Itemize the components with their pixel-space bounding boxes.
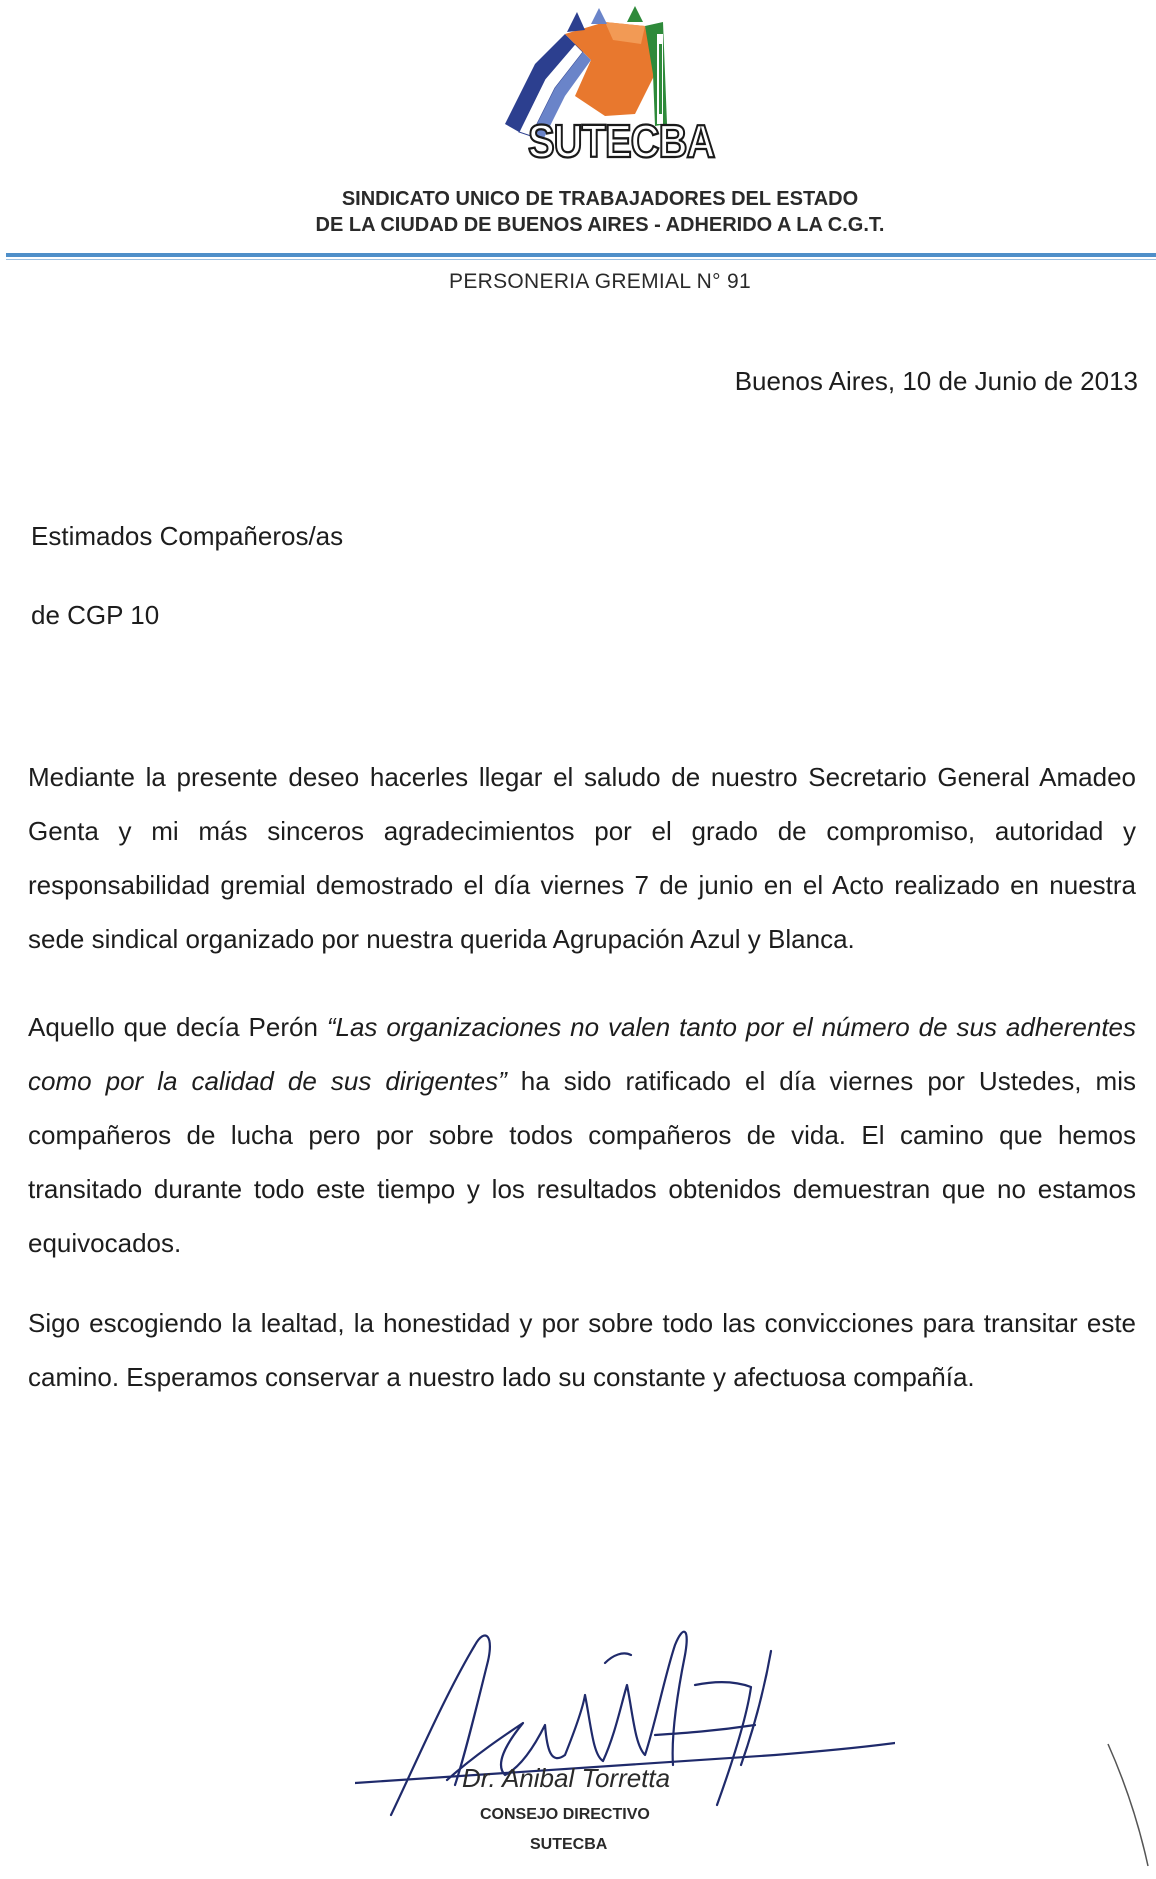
signer-name: Dr. Anibal Torretta [462,1763,671,1793]
logo-wordmark: SUTECBA [528,116,715,168]
paragraph-1: Mediante la presente deseo hacerles llegar el saludo de nuestro Secretario General Amadeo Genta y mi más sinceros agradecimientos por el grado de compromiso, autoridad y responsabilidad gremial demostrado el día viernes 7 de junio en el Acto realizado en nuestra sede sindical organizado por nuestra querida Agrupación Azul y Blanca. [28,762,1136,954]
header-rule-thin [6,259,1156,260]
registration-number: PERSONERIA GREMIAL N° 91 [449,270,751,293]
paragraph-2-rest: ha sido ratificado el día viernes por Ustedes, mis compañeros de lucha pero por sobre todos compañeros de vida. El camino que hemos transitado durante todo este tiempo y los resultados obtenidos demuestran que no estamos equivocados. [28,1066,1136,1258]
header-rule [6,253,1156,257]
paper-edge-mark [1104,1740,1154,1870]
signer-organization: SUTECBA [530,1836,608,1853]
paragraph-2-intro: Aquello que decía Perón [28,1012,327,1042]
greeting-line2: de CGP 10 [31,600,160,630]
letter-date: Buenos Aires, 10 de Junio de 2013 [734,366,1138,396]
union-name-line1: SINDICATO UNICO DE TRABAJADORES DEL ESTADO [341,188,859,210]
paragraph-2 [28,1000,1136,1270]
peron-quote: “Las organizaciones no valen tanto por el número de sus adherentes como por la calidad de sus dirigentes” [28,1012,1137,1096]
union-name [250,186,950,238]
union-name-line2: DE LA CIUDAD DE BUENOS AIRES - ADHERIDO A LA C.G.T. [315,214,885,236]
greeting-line1: Estimados Compañeros/as [31,521,344,551]
paragraph-3: Sigo escogiendo la lealtad, la honestidad y por sobre todo las convicciones para transitar este camino. Esperamos conservar a nuestro lado su constante y afectuosa compañía. [28,1308,1136,1392]
signer-role: CONSEJO DIRECTIVO [480,1806,650,1823]
